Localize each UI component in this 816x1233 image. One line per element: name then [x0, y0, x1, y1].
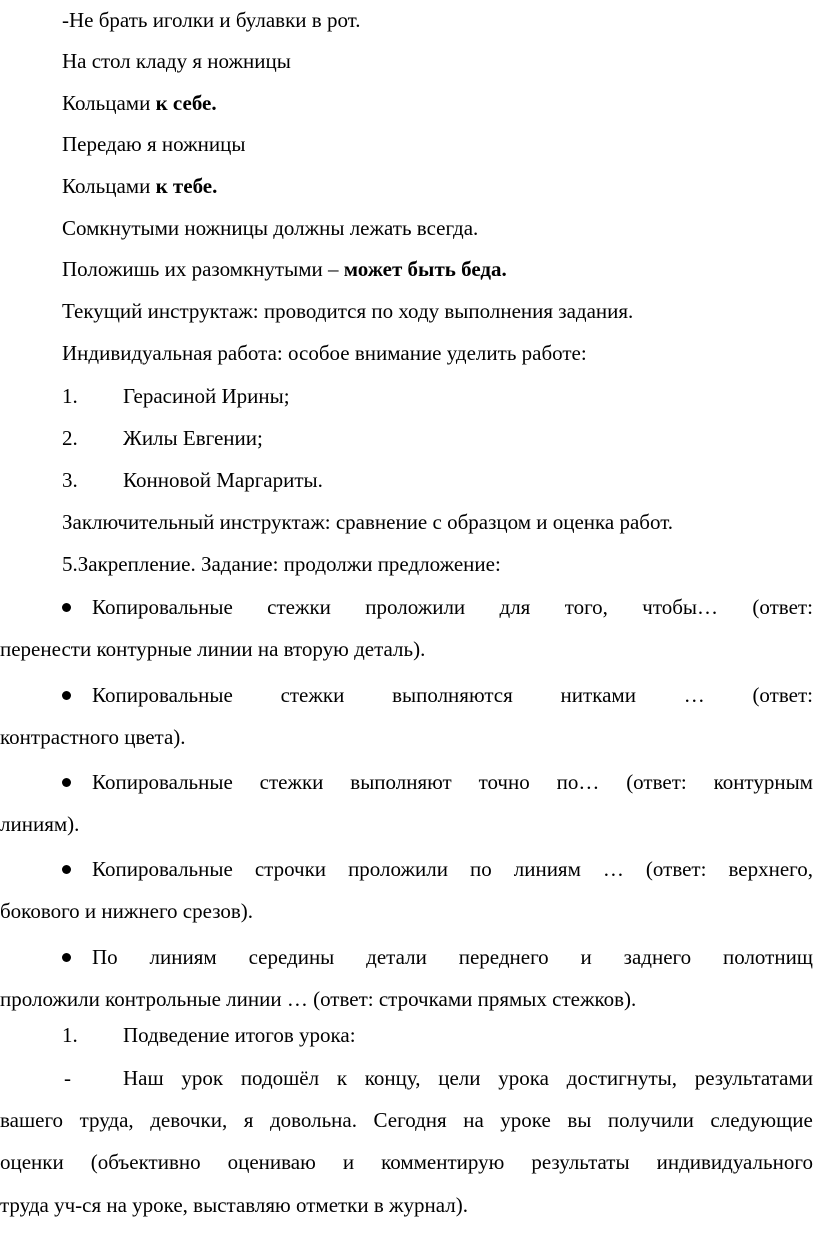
- word: середины: [248, 945, 335, 969]
- word: девочки,: [150, 1108, 228, 1132]
- word: (объективно: [90, 1150, 201, 1174]
- word: достигнуты,: [566, 1066, 678, 1090]
- poem-line-6: [62, 256, 507, 282]
- bullet-continuation: бокового и нижнего срезов).: [0, 899, 254, 923]
- word: Наш: [123, 1066, 164, 1090]
- word: вашего: [0, 1108, 64, 1132]
- bullet-icon: [62, 691, 71, 700]
- word: я: [243, 1108, 254, 1132]
- word: результаты: [531, 1150, 630, 1174]
- bold-text: может быть беда.: [343, 257, 507, 281]
- text-span: Сомкнутыми ножницы должны лежать всегда.: [62, 216, 479, 240]
- word: по: [469, 857, 492, 881]
- word: Копировальные: [92, 770, 233, 794]
- text-span: Текущий инструктаж: проводится по ходу выполнения задания.: [62, 299, 634, 323]
- word: проложили: [365, 595, 466, 619]
- word: Копировальные: [92, 857, 233, 881]
- word: заднего: [623, 945, 692, 969]
- summary-number: 1.: [62, 1023, 78, 1047]
- word: следующие: [710, 1108, 813, 1132]
- word: подошёл: [240, 1066, 320, 1090]
- word: того,: [564, 595, 608, 619]
- word: и: [580, 945, 592, 969]
- bullet-icon: [62, 778, 71, 787]
- word: для: [499, 595, 531, 619]
- word: и: [342, 1150, 355, 1174]
- word: выполняют: [350, 770, 452, 794]
- list-item: Конновой Маргариты.: [123, 468, 323, 492]
- word: оценки: [0, 1150, 64, 1174]
- summary-paragraph-line-3: [0, 1149, 813, 1175]
- list-number: 2.: [62, 426, 78, 450]
- individual-work: [62, 340, 587, 366]
- word: …: [683, 683, 705, 707]
- word: Копировальные: [92, 683, 233, 707]
- bullet-icon: [62, 953, 71, 962]
- word: вы: [567, 1108, 592, 1132]
- bullet-icon: [62, 865, 71, 874]
- bold-text: к себе.: [155, 91, 217, 115]
- word: цели: [438, 1066, 481, 1090]
- word: урока: [498, 1066, 549, 1090]
- text-span: Передаю я ножницы: [62, 132, 246, 156]
- word: к: [336, 1066, 348, 1090]
- bullet-line: [92, 769, 813, 795]
- word: линиям: [513, 857, 581, 881]
- text-span: Кольцами: [62, 91, 156, 115]
- word: (ответ:: [626, 770, 687, 794]
- word: контурным: [713, 770, 813, 794]
- word: полотнищ: [722, 945, 813, 969]
- word: урок: [181, 1066, 224, 1090]
- text-span: На стол кладу я ножницы: [62, 49, 291, 73]
- word: нитками: [560, 683, 636, 707]
- summary-paragraph-line-2: [0, 1107, 813, 1133]
- poem-line-5: [62, 215, 478, 241]
- poem-line-1: [62, 48, 291, 74]
- text-span: -Не брать иголки и булавки в рот.: [62, 8, 361, 32]
- bullet-line: [92, 944, 813, 970]
- poem-line-4: [62, 173, 217, 199]
- word: детали: [366, 945, 427, 969]
- word: верхнего,: [728, 857, 813, 881]
- list-number: 1.: [62, 384, 78, 408]
- bullet-continuation: контрастного цвета).: [0, 725, 186, 749]
- word: по…: [556, 770, 600, 794]
- word: (ответ:: [752, 683, 813, 707]
- dash-marker: -: [64, 1066, 71, 1090]
- word: получили: [607, 1108, 694, 1132]
- bullet-icon: [62, 603, 71, 612]
- bold-text: к тебе.: [155, 174, 218, 198]
- word: линиям: [149, 945, 217, 969]
- word: оцениваю: [227, 1150, 316, 1174]
- word: чтобы…: [642, 595, 719, 619]
- word: на: [463, 1108, 484, 1132]
- summary-heading: Подведение итогов урока:: [123, 1023, 356, 1047]
- word: точно: [478, 770, 530, 794]
- word: комментирую: [381, 1150, 505, 1174]
- final-instruction: Заключительный инструктаж: сравнение с образцом и оценка работ.: [62, 510, 674, 534]
- word: (ответ:: [645, 857, 707, 881]
- word: труда,: [79, 1108, 134, 1132]
- word: стежки: [259, 770, 324, 794]
- word: выполняются: [392, 683, 513, 707]
- text-span: Индивидуальная работа: особое внимание уделить работе:: [62, 341, 587, 365]
- list-item: Жилы Евгении;: [123, 426, 263, 450]
- bullet-line: [92, 594, 813, 620]
- list-item: Герасиной Ирины;: [123, 384, 290, 408]
- word: Копировальные: [92, 595, 233, 619]
- word: концу,: [364, 1066, 421, 1090]
- bullet-continuation: проложили контрольные линии … (ответ: строчками прямых стежков).: [0, 987, 637, 1011]
- text-span: Кольцами: [62, 174, 156, 198]
- bullet-continuation: перенести контурные линии на вторую деталь).: [0, 637, 426, 661]
- word: По: [92, 945, 118, 969]
- word: …: [602, 857, 624, 881]
- list-number: 3.: [62, 468, 78, 492]
- summary-paragraph-line-4: труда уч-ся на уроке, выставляю отметки в журнал).: [0, 1193, 469, 1217]
- word: (ответ:: [752, 595, 813, 619]
- current-instruction: [62, 298, 633, 324]
- text-line-no-needles: [62, 7, 361, 33]
- summary-paragraph-line-1: [123, 1065, 813, 1091]
- word: стежки: [267, 595, 331, 619]
- poem-line-3: [62, 131, 245, 157]
- text-span: Положишь их разомкнутыми –: [62, 257, 344, 281]
- word: строчки: [254, 857, 327, 881]
- poem-line-2: [62, 90, 217, 116]
- word: индивидуального: [656, 1150, 813, 1174]
- consolidation-task: 5.Закрепление. Задание: продолжи предложение:: [62, 552, 501, 576]
- word: Сегодня: [373, 1108, 447, 1132]
- word: переднего: [458, 945, 549, 969]
- word: результатами: [694, 1066, 813, 1090]
- bullet-line: [92, 682, 813, 708]
- bullet-continuation: линиям).: [0, 812, 80, 836]
- word: стежки: [280, 683, 345, 707]
- word: проложили: [348, 857, 448, 881]
- word: уроке: [500, 1108, 551, 1132]
- word: довольна.: [269, 1108, 357, 1132]
- bullet-line: [92, 856, 813, 882]
